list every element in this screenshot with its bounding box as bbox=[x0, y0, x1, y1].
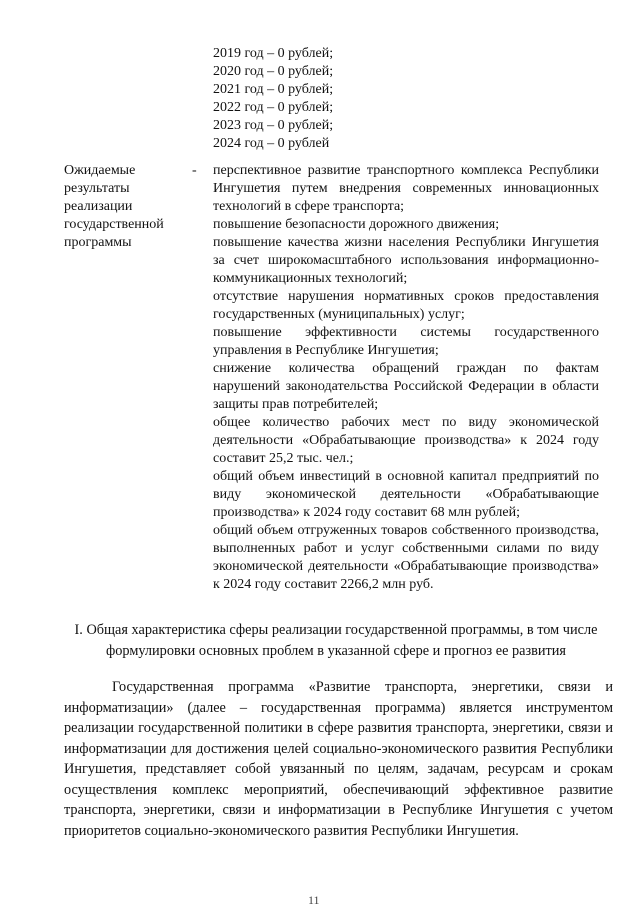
result-item: снижение количества обращений граждан по фактам нарушений законодательства Российской Федерации в области защиты прав потребителей; bbox=[213, 361, 599, 412]
result-item: общее количество рабочих мест по виду экономической деятельности «Обрабатывающие производства» к 2024 году составит 25,2 тыс. чел.; bbox=[213, 415, 599, 466]
result-item: повышение эффективности системы государственного управления в Республике Ингушетия; bbox=[213, 325, 599, 358]
row-dash: - bbox=[192, 163, 197, 178]
section-heading: I. Общая характеристика сферы реализации государственной программы, в том числе формулировки основных проблем в указанной сфере и прогноз ее развития bbox=[74, 622, 598, 659]
body-paragraph: Государственная программа «Развитие транспорта, энергетики, связи и информатизации» (далее – государственная программа) является инструментом реализации государственной политики в сфере развития транспорта, энергетики, связи и информатизации для достижения целей социально-экономического развития Республики Ингушетия, представляет собой увязанный по целям, задачам, ресурсам и срокам осуществления комплекс мероприятий, обеспечивающий эффективное развитие транспорта, энергетики, связи и информатизации в Республике Ингушетия с учетом приоритетов социально-экономического развития Республики Ингушетия. bbox=[64, 679, 613, 839]
funding-line: 2022 год – 0 рублей; bbox=[213, 100, 334, 115]
result-item: отсутствие нарушения нормативных сроков предоставления государственных (муниципальных) услуг; bbox=[213, 289, 599, 322]
result-item: общий объем отгруженных товаров собственного производства, выполненных работ и услуг собственными силами по виду экономической деятельности «Обрабатывающие производства» к 2024 году составит 2266,2 млн руб. bbox=[213, 523, 599, 592]
expected-results-list bbox=[213, 162, 599, 594]
expected-results-label: Ожидаемые результаты реализации государственной программы bbox=[64, 163, 164, 250]
result-item: общий объем инвестиций в основной капитал предприятий по виду экономической деятельности «Обрабатывающие производства» к 2024 году составит 68 млн рублей; bbox=[213, 469, 599, 520]
funding-list bbox=[213, 45, 333, 153]
result-item: повышение качества жизни населения Республики Ингушетия за счет широкомасштабного использования информационно-коммуникационных технологий; bbox=[213, 235, 599, 286]
result-item: перспективное развитие транспортного комплекса Республики Ингушетия путем внедрения современных инновационных технологий в сфере транспорта; bbox=[213, 163, 599, 214]
page-number: 11 bbox=[308, 893, 320, 907]
funding-line: 2023 год – 0 рублей; bbox=[213, 118, 334, 133]
funding-line: 2019 год – 0 рублей; bbox=[213, 46, 334, 61]
funding-line: 2024 год – 0 рублей bbox=[213, 136, 330, 151]
funding-line: 2020 год – 0 рублей; bbox=[213, 64, 334, 79]
funding-line: 2021 год – 0 рублей; bbox=[213, 82, 334, 97]
result-item: повышение безопасности дорожного движения; bbox=[213, 217, 500, 232]
